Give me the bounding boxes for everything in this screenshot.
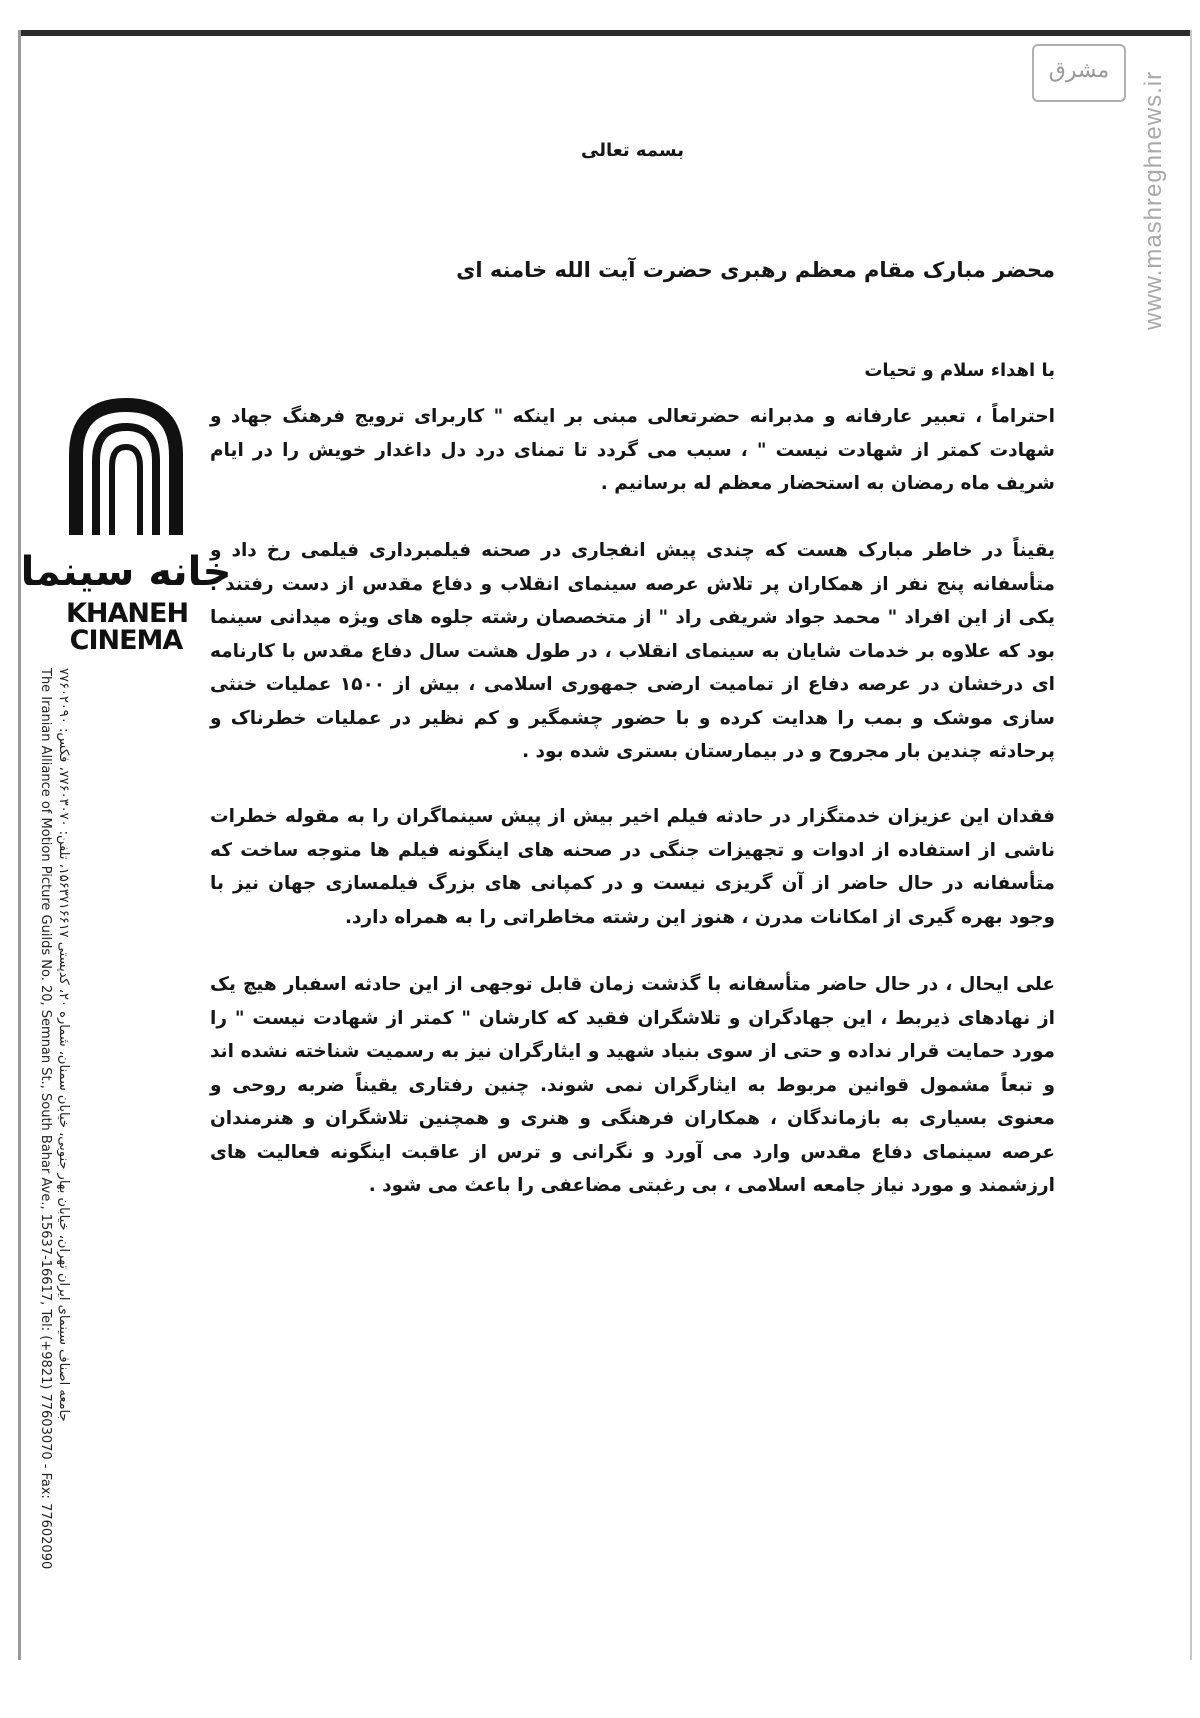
recipient-line: محضر مبارک مقام معظم رهبری حضرت آیت الله خامنه ای xyxy=(456,258,1055,282)
page-right-edge xyxy=(1190,30,1192,1660)
basmala-heading: بسمه تعالی xyxy=(581,140,684,161)
paragraph-3: فقدان این عزیزان خدمتگزار در حادثه فیلم اخیر بیش از پیش سینماگران را به مقوله خطرات ناشی از استفاده از ادوات و تجهیزات جنگی در صحنه های اینگونه فیلم ها متوجه ساخت که متأسفانه در حال حاضر از آن گریزی نیست و در کمپانی های بزرگ فیلمسازی جهان نیز با وجود بهره گیری از امکانات مدرن ، هنوز این رشته مخاطراتی را به همراه دارد. xyxy=(210,806,1055,928)
khaneh-cinema-logo xyxy=(20,395,232,665)
page-top-border xyxy=(18,30,1190,36)
brand-line-cinema: CINEMA xyxy=(69,625,183,656)
watermark-logo: مشرق xyxy=(1032,44,1126,102)
letterhead-address xyxy=(36,668,72,1718)
address-persian: جامعه اصناف سینمای ایران تهران، خیابان بهار جنوبی، خیابان سمنان، شماره ۲۰، کدپستی ۱۵۶۳۷۱۶۶۱۷، تلفن: ۷۷۶۰۳۰۷۰، فکس: ۷۷۶۰۲۰۹۰ xyxy=(56,668,71,1422)
page-left-edge xyxy=(18,30,21,1660)
watermark-url: www.mashreghnews.ir xyxy=(1140,70,1167,330)
brand-line-khaneh: KHANEH xyxy=(66,598,189,629)
address-english: The Iranian Alliance of Motion Picture Guilds No. 20, Semnan St., South Bahar Ave., 15637-16617, Tel: (+9821) 77603070 - Fax: 77602090 xyxy=(38,668,53,1570)
paragraph-4: علی ایحال ، در حال حاضر متأسفانه با گذشت زمان قابل توجهی از این حادثه اسفبار هیچ یک از نهادهای ذیربط ، این جهادگران و تلاشگران فقید که کارشان " کمتر از شهادت نیست " را مورد حمایت قرار نداده و حتی از سوی بنیاد شهید و ایثارگران نیز به رسمیت شناخته نشده اند و تبعاً مشمول قوانین مربوط به ایثارگران نمی شوند. چنین رفتاری یقیناً ضربه روحی و معنوی بسیاری به بازماندگان ، همکاران فرهنگی و هنری و همچنین تلاشگران و هنرمندان عرصه سینمای دفاع مقدس وارد می آورد و نگرانی و ترس از عاقبت اینگونه فعالیت های ارزشمند و مورد نیاز جامعه اسلامی ، بی رغبتی مضاعفی را باعث می شود . xyxy=(210,974,1055,1196)
greeting-line: با اهداء سلام و تحیات xyxy=(864,360,1055,381)
logo-persian-text: خانه سینما xyxy=(20,549,232,595)
paragraph-1: احتراماً ، تعبیر عارفانه و مدبرانه حضرتعالی مبنی بر اینکه " کاربرای ترویج فرهنگ جهاد و شهادت کمتر از شهادت نیست " ، سبب می گردد تا تمنای درد دل داغدار خویش را در ایام شریف ماه رمضان به استحضار معظم له برسانیم . xyxy=(210,406,1055,494)
logo-arch-icon xyxy=(20,395,232,595)
paragraph-2: یقیناً در خاطر مبارک هست که چندی پیش انفجاری در صحنه فیلمبرداری فیلمی رخ داد و متأسفانه پنج نفر از همکاران پر تلاش عرصه سینمای انقلاب و دفاع مقدس از دست رفتند . یکی از این افراد " محمد جواد شریفی راد " از متخصصان رشته جلوه های ویژه میدانی سینما بود که علاوه بر خدمات شایان به سینمای انقلاب ، در طول هشت سال دفاع مقدس با کارنامه ای درخشان در عرصه دفاع از تمامیت ارضی جمهوری اسلامی ، بیش از ۱۵۰۰ عملیات خنثی سازی موشک و بمب را هدایت کرده و با حضور چشمگیر و کم نظیر در عملیات خطرناک و پرحادثه چندین بار مجروح و در بیمارستان بستری شده بود . xyxy=(210,540,1055,762)
